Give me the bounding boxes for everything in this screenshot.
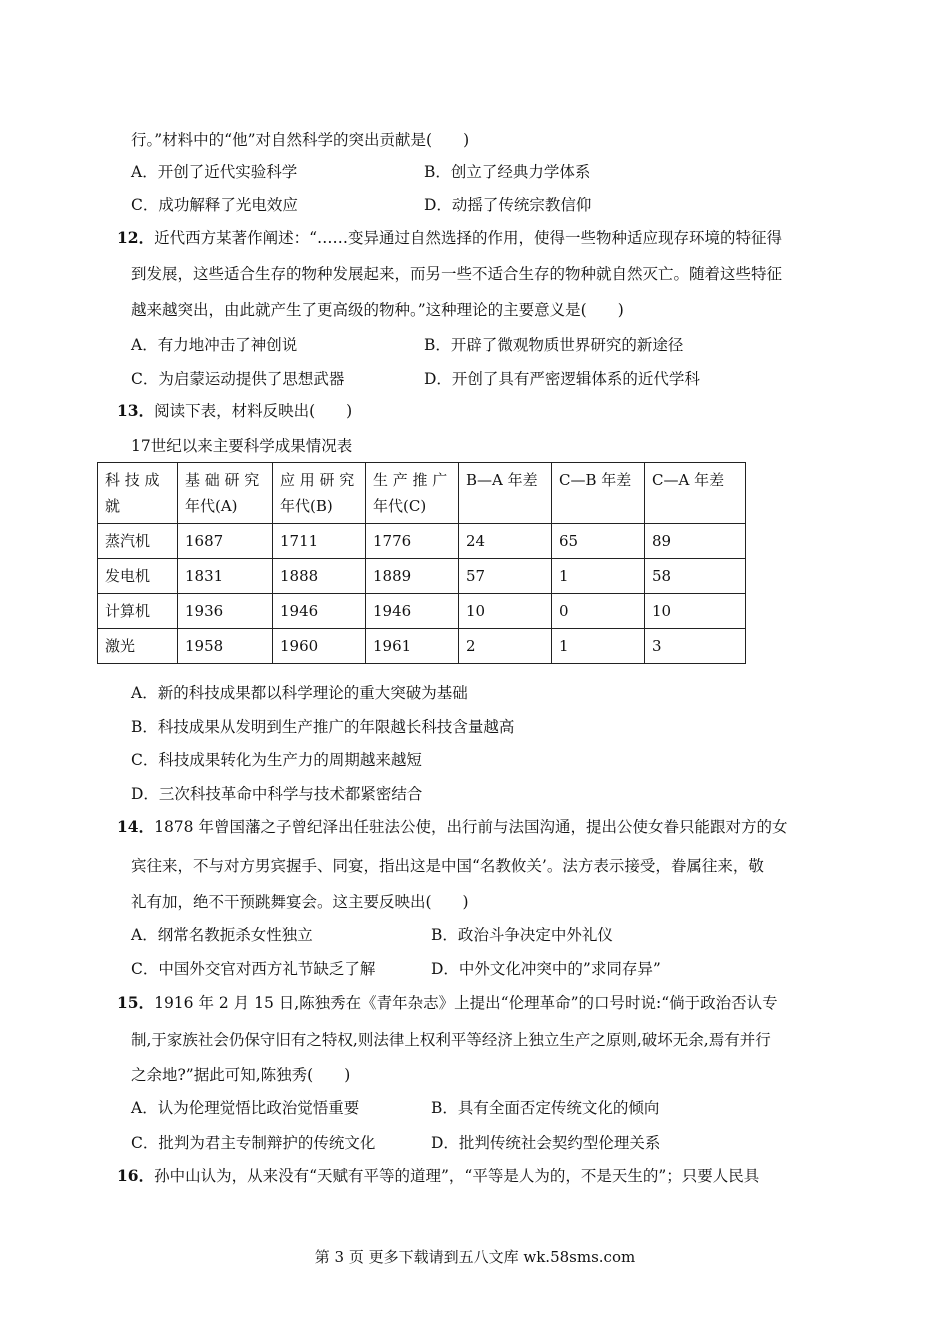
table-cell: 1961 bbox=[366, 629, 459, 664]
q15-option-b: B．具有全面否定传统文化的倾向 bbox=[431, 1099, 660, 1117]
q13-option-c: C．科技成果转化为生产力的周期越来越短 bbox=[131, 751, 422, 769]
q13-option-d: D．三次科技革命中科学与技术都紧密结合 bbox=[131, 785, 423, 803]
q11-option-c: C．成功解释了光电效应 bbox=[131, 196, 298, 214]
q14-option-c: C．中国外交官对西方礼节缺乏了解 bbox=[131, 960, 376, 978]
q15-text: 1916 年 2 月 15 日,陈独秀在《青年杂志》上提出“伦理革命”的口号时说:“倘于政治否认专 bbox=[154, 994, 778, 1012]
table-cell: 57 bbox=[459, 559, 552, 594]
q13-text: 阅读下表，材料反映出( ) bbox=[154, 402, 353, 420]
q15-number: 15． bbox=[117, 993, 155, 1012]
table-cell: 1687 bbox=[178, 524, 273, 559]
header-cell: 科 技 成 就 bbox=[98, 463, 178, 524]
q12-text: 近代西方某著作阐述：“……变异通过自然选择的作用，使得一些物种适应现存环境的特征得 bbox=[154, 229, 783, 247]
table-cell: 1936 bbox=[178, 594, 273, 629]
q14-option-b: B．政治斗争决定中外礼仪 bbox=[431, 926, 613, 944]
table-cell: 1831 bbox=[178, 559, 273, 594]
table-title: 17世纪以来主要科学成果情况表 bbox=[131, 437, 353, 455]
table-cell: 1 bbox=[552, 559, 645, 594]
q15-stem-line-3: 之余地?”据此可知,陈独秀( ) bbox=[131, 1066, 351, 1084]
q15-stem-line-1 bbox=[117, 993, 778, 1013]
q14-stem-line-3: 礼有加，绝不干预跳舞宴会。这主要反映出( ) bbox=[131, 893, 469, 911]
q13-option-a: A．新的科技成果都以科学理论的重大突破为基础 bbox=[131, 684, 468, 702]
q12-option-b: B．开辟了微观物质世界研究的新途径 bbox=[424, 336, 684, 354]
header-cell: 生 产 推 广 年代(C) bbox=[366, 463, 459, 524]
q12-option-c: C．为启蒙运动提供了思想武器 bbox=[131, 370, 345, 388]
table-cell: 3 bbox=[645, 629, 746, 664]
header-cell: B—A 年差 bbox=[459, 463, 552, 524]
table-cell: 1960 bbox=[273, 629, 366, 664]
q15-option-a: A．认为伦理觉悟比政治觉悟重要 bbox=[131, 1099, 360, 1117]
header-cell: 基 础 研 究 年代(A) bbox=[178, 463, 273, 524]
q14-text: 1878 年曾国藩之子曾纪泽出任驻法公使，出行前与法国沟通，提出公使女眷只能跟对方的女 bbox=[154, 818, 788, 836]
table-cell: 58 bbox=[645, 559, 746, 594]
table-cell: 10 bbox=[459, 594, 552, 629]
table-cell: 1946 bbox=[366, 594, 459, 629]
q15-stem-line-2: 制,于家族社会仍保守旧有之特权,则法律上权利平等经济上独立生产之原则,破坏无余,焉有并行 bbox=[131, 1031, 771, 1049]
q14-stem-line-2: 宾往来，不与对方男宾握手、同宴，指出这是中国“名教攸关’。法方表示接受，眷属往来，敬 bbox=[131, 857, 764, 875]
table-cell: 1946 bbox=[273, 594, 366, 629]
q12-stem-line-2: 到发展，这些适合生存的物种发展起来，而另一些不适合生存的物种就自然灭亡。随着这些特征 bbox=[131, 265, 783, 283]
table-cell: 0 bbox=[552, 594, 645, 629]
table-cell: 发电机 bbox=[98, 559, 178, 594]
table-cell: 1958 bbox=[178, 629, 273, 664]
header-cell: 应 用 研 究 年代(B) bbox=[273, 463, 366, 524]
table-row bbox=[98, 559, 746, 594]
q14-number: 14． bbox=[117, 817, 155, 836]
table-cell: 1889 bbox=[366, 559, 459, 594]
table-row bbox=[98, 594, 746, 629]
table-cell: 24 bbox=[459, 524, 552, 559]
q11-option-a: A．开创了近代实验科学 bbox=[131, 163, 298, 181]
q14-stem-line-1 bbox=[117, 817, 787, 837]
table-header-row bbox=[98, 463, 746, 524]
q15-option-c: C．批判为君主专制辩护的传统文化 bbox=[131, 1134, 376, 1152]
q16-number: 16． bbox=[117, 1166, 155, 1185]
q14-option-d: D．中外文化冲突中的”求同存异” bbox=[431, 960, 661, 978]
q14-option-a: A．纲常名教扼杀女性独立 bbox=[131, 926, 313, 944]
q13-option-b: B．科技成果从发明到生产推广的年限越长科技含量越高 bbox=[131, 718, 515, 736]
q11-stem-tail: 行。”材料中的“他”对自然科学的突出贡献是( ) bbox=[131, 131, 470, 149]
q12-stem-line-3: 越来越突出，由此就产生了更高级的物种。”这种理论的主要意义是( ) bbox=[131, 301, 624, 319]
table-cell: 1776 bbox=[366, 524, 459, 559]
q12-option-a: A．有力地冲击了神创说 bbox=[131, 336, 298, 354]
science-achievements-table bbox=[97, 462, 746, 664]
q11-option-d: D．动摇了传统宗教信仰 bbox=[424, 196, 592, 214]
table-row bbox=[98, 629, 746, 664]
q11-option-b: B．创立了经典力学体系 bbox=[424, 163, 591, 181]
table-row bbox=[98, 524, 746, 559]
q12-option-d: D．开创了具有严密逻辑体系的近代学科 bbox=[424, 370, 700, 388]
q12-stem-line-1 bbox=[117, 228, 782, 248]
table-cell: 蒸汽机 bbox=[98, 524, 178, 559]
q16-stem-line-1 bbox=[117, 1166, 759, 1186]
table-cell: 10 bbox=[645, 594, 746, 629]
q16-text: 孙中山认为，从来没有“天赋有平等的道理”，“平等是人为的，不是天生的”；只要人民具 bbox=[154, 1167, 760, 1185]
table-cell: 1 bbox=[552, 629, 645, 664]
table-cell: 89 bbox=[645, 524, 746, 559]
header-cell: C—B 年差 bbox=[552, 463, 645, 524]
table-cell: 2 bbox=[459, 629, 552, 664]
q13-stem bbox=[117, 401, 352, 421]
table-cell: 1888 bbox=[273, 559, 366, 594]
table-cell: 65 bbox=[552, 524, 645, 559]
table-cell: 计算机 bbox=[98, 594, 178, 629]
q13-number: 13． bbox=[117, 401, 155, 420]
table-cell: 激光 bbox=[98, 629, 178, 664]
q15-option-d: D．批判传统社会契约型伦理关系 bbox=[431, 1134, 661, 1152]
header-cell: C—A 年差 bbox=[645, 463, 746, 524]
page-footer: 第 3 页 更多下载请到五八文库 wk.58sms.com bbox=[314, 1248, 636, 1266]
q12-number: 12． bbox=[117, 228, 155, 247]
table-cell: 1711 bbox=[273, 524, 366, 559]
